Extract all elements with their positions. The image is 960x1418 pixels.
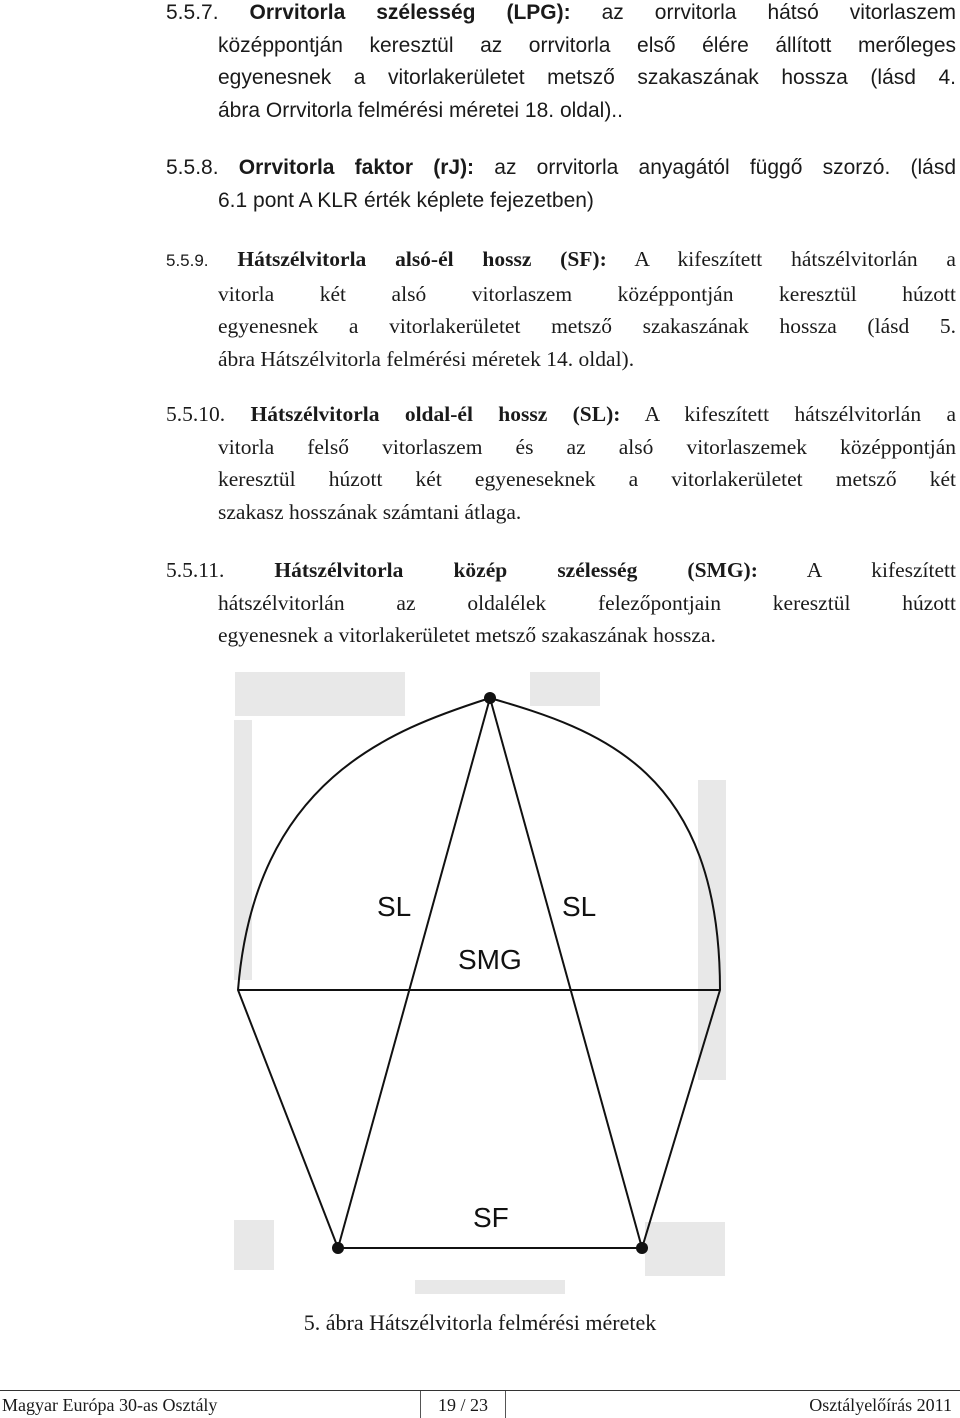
footer-right: Osztályelőírás 2011 [809,1395,952,1415]
footer-separator [505,1391,506,1418]
section-line: középpontján keresztül az orrvitorla első élére állított merőleges [218,33,956,57]
section-line: egyenesnek a vitorlakerületet metsző szakaszának hossza (lásd 5. [218,314,956,338]
section-line: keresztül húzott két egyeneseknek a vitorlakerületet metsző két [218,467,956,491]
section-line: ábra Hátszélvitorla felmérési méretek 14. oldal). [218,346,635,371]
section-body [166,185,956,218]
label-sl-right: SL [562,891,597,922]
section-body [166,431,956,529]
section-5-5-8 [166,152,956,217]
section-5-5-11 [166,554,956,652]
footer-separator [420,1391,421,1418]
artifact-bottom-left [234,1220,274,1270]
section-line: egyenesnek a vitorlakerületet metsző szakaszának hossza. [218,623,716,647]
head-point [484,692,496,704]
artifact-bottom-center [415,1280,565,1294]
section-body [166,278,956,376]
label-smg: SMG [458,944,522,975]
artifact-bottom-right [645,1222,725,1276]
page-footer [0,1390,960,1418]
section-line: szakasz hosszának számtani átlaga. [218,499,522,524]
section-term: Hátszélvitorla oldal-él hossz (SL): [250,402,621,426]
section-first-text: az orrvitorla hátsó vitorlaszem [601,1,956,24]
section-first-text: az orrvitorla anyagától függő szorzó. (lásd [494,156,957,179]
section-first-text: A kifeszített hátszélvitorlán a [634,247,956,271]
section-term: Hátszélvitorla közép szélesség (SMG): [274,558,758,582]
artifact-top-right [530,672,600,706]
section-number: 5.5.9. [166,251,209,270]
scan-artifacts [234,672,726,1294]
artifact-top-left [235,672,405,716]
section-number: 5.5.11. [166,558,225,582]
label-sf: SF [473,1202,509,1233]
section-line: egyenesnek a vitorlakerületet metsző szakaszának hossza (lásd 4. [218,66,956,89]
section-first-line [166,152,956,185]
artifact-right [698,780,726,1080]
section-line: hátszélvitorlán az oldalélek felezőpontjain keresztül húzott [218,590,956,615]
section-5-5-9 [166,243,956,375]
section-5-5-7 [166,0,956,127]
section-term: Orrvitorla szélesség (LPG): [249,1,571,24]
section-number: 5.5.10. [166,402,226,426]
figure-caption: 5. ábra Hátszélvitorla felmérési méretek [303,1310,657,1335]
section-term: Hátszélvitorla alsó-él hossz (SF): [237,247,607,271]
section-first-text: A kifeszített hátszélvitorlán a [644,402,956,426]
spinnaker-diagram [220,660,740,1310]
section-body [166,587,956,652]
section-first-line [166,0,956,30]
section-5-5-10 [166,398,956,528]
section-line: vitorla felső vitorlaszem és az alsó vitorlaszemek középpontján [218,434,956,459]
section-line: 6.1 pont A KLR érték képlete fejezetben) [218,188,594,212]
section-term: Orrvitorla faktor (rJ): [238,156,475,179]
section-first-text: A kifeszített [806,558,956,582]
tack-point-right [636,1242,648,1254]
label-sl-left: SL [377,891,412,922]
footer-page-number: 19 / 23 [438,1395,489,1415]
section-first-line [166,398,956,431]
artifact-left [234,720,252,980]
section-number: 5.5.8. [166,156,219,179]
section-first-line [166,243,956,278]
section-first-line [166,554,956,587]
section-body [166,30,956,128]
section-line: ábra Orrvitorla felmérési méretei 18. oldal).. [218,98,623,122]
section-line: vitorla két alsó vitorlaszem középpontján keresztül húzott [218,281,956,306]
tack-point-left [332,1242,344,1254]
footer-left: Magyar Európa 30-as Osztály [2,1395,218,1415]
section-number: 5.5.7. [166,1,219,24]
